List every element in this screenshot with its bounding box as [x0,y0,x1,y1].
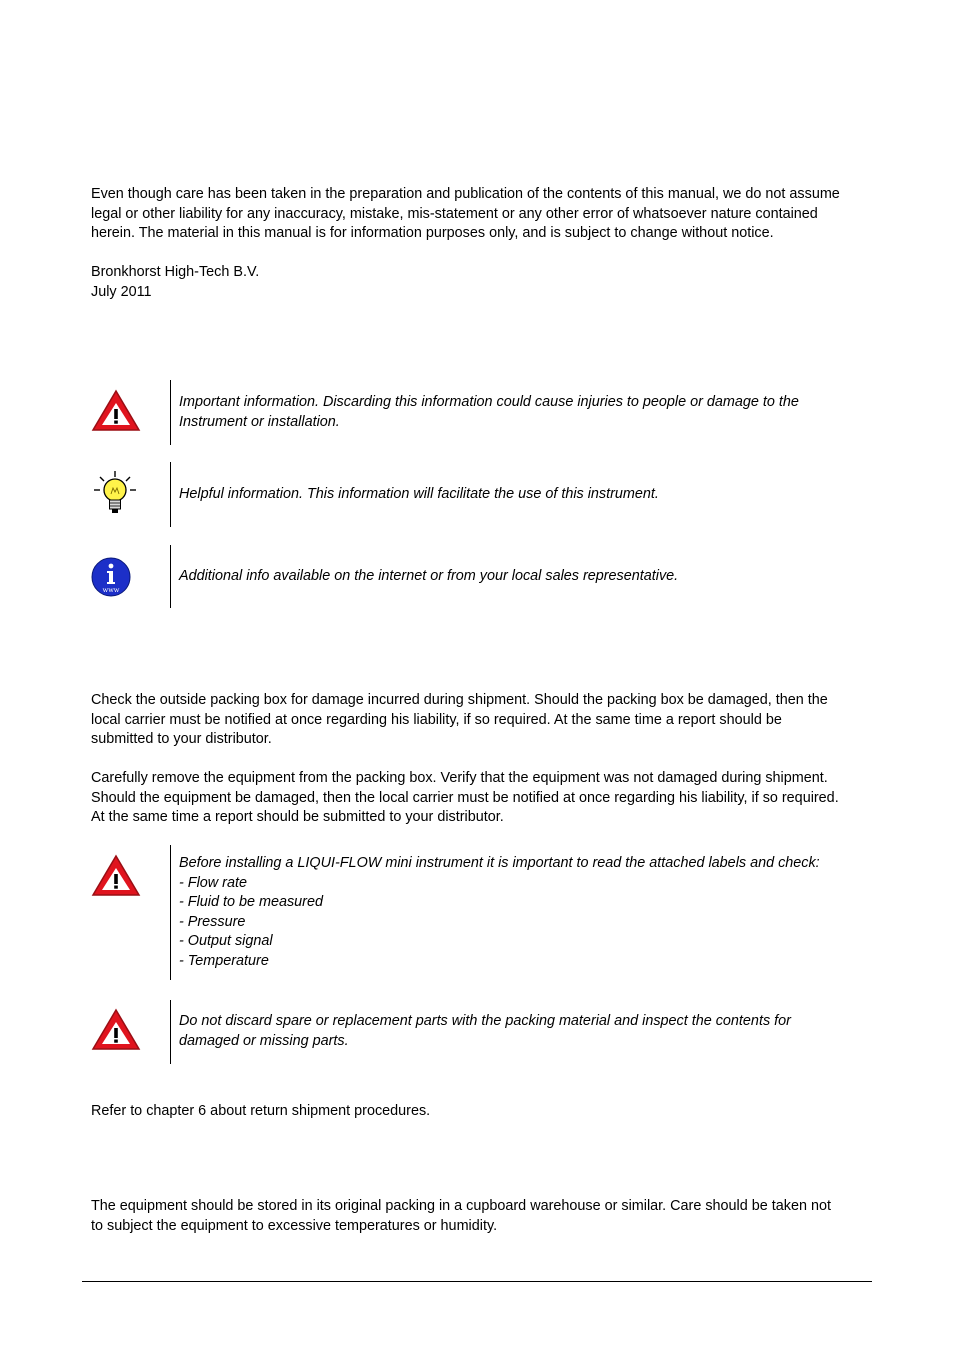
disclaimer-paragraph [91,185,881,244]
symbol-important-info [82,380,882,445]
note-line: Before installing a LIQUI-FLOW mini instrument it is important to read the attached labels and check: [179,855,820,871]
note-line: Additional info available on the internet or from your local sales representative. [179,568,679,584]
paragraph-line: Should the equipment be damaged, then the local carrier must be notified at once regarding his liability, if so required. [91,789,839,806]
publication-date: July 2011 [91,283,152,300]
lightbulb-icon [92,470,138,525]
note-line: Instrument or installation. [179,413,340,430]
receipt-paragraph-2 [91,769,881,828]
info-www-icon [91,557,131,604]
storage-paragraph [91,1197,881,1236]
divider [170,1000,171,1064]
note-line: Helpful information. This information will facilitate the use of this instrument. [179,486,659,502]
note-list-item: - Pressure [179,913,246,930]
divider [170,462,171,527]
footer-rule [82,1281,872,1282]
paragraph-line: Check the outside packing box for damage incurred during shipment. Should the packing box be damaged, then the [91,692,828,708]
symbol-helpful-info [82,462,882,527]
receipt-paragraph-1 [91,691,881,750]
paragraph-line: to subject the equipment to excessive temperatures or humidity. [91,1217,498,1234]
disclaimer-line: legal or other liability for any inaccuracy, mistake, mis-statement or any other error of whatsoever nature contained [91,205,818,222]
divider [170,845,171,980]
svg-text:www: www [102,586,120,594]
paragraph-line: Carefully remove the equipment from the packing box. Verify that the equipment was not damaged during shipment. [91,770,828,786]
divider [170,545,171,608]
spare-parts-note [82,1000,882,1064]
symbol-additional-info [82,545,882,608]
company-block [91,263,881,302]
note-text [179,567,678,587]
paragraph-line: submitted to your distributor. [91,731,272,748]
note-list-item: - Temperature [179,952,269,969]
warning-triangle-icon [90,388,142,441]
note-list-item: - Flow rate [179,874,247,891]
paragraph-line: At the same time a report should be submitted to your distributor. [91,809,504,826]
note-line: Do not discard spare or replacement parts with the packing material and inspect the contents for [179,1013,791,1029]
note-text [179,485,659,505]
note-text [179,393,799,432]
note-line: damaged or missing parts. [179,1032,349,1049]
note-list-item: - Fluid to be measured [179,894,323,911]
note-line: Important information. Discarding this information could cause injuries to people or damage to the [179,394,799,410]
note-text [179,1012,791,1051]
warning-triangle-icon [90,1007,142,1060]
installation-check-note [82,845,882,980]
disclaimer-line: Even though care has been taken in the preparation and publication of the contents of this manual, we do not assume [91,186,840,202]
paragraph-line: The equipment should be stored in its original packing in a cupboard warehouse or similar. Care should be taken not [91,1198,831,1214]
return-reference [91,1102,881,1122]
note-text [179,854,820,972]
company-name: Bronkhorst High-Tech B.V. [91,264,260,280]
note-list-item: - Output signal [179,933,273,950]
paragraph-line: Refer to chapter 6 about return shipment procedures. [91,1103,431,1119]
warning-triangle-icon [90,853,142,906]
disclaimer-line: herein. The material in this manual is for information purposes only, and is subject to change without notice. [91,225,774,242]
paragraph-line: local carrier must be notified at once regarding his liability, if so required. At the same time a report should be [91,711,782,728]
divider [170,380,171,445]
